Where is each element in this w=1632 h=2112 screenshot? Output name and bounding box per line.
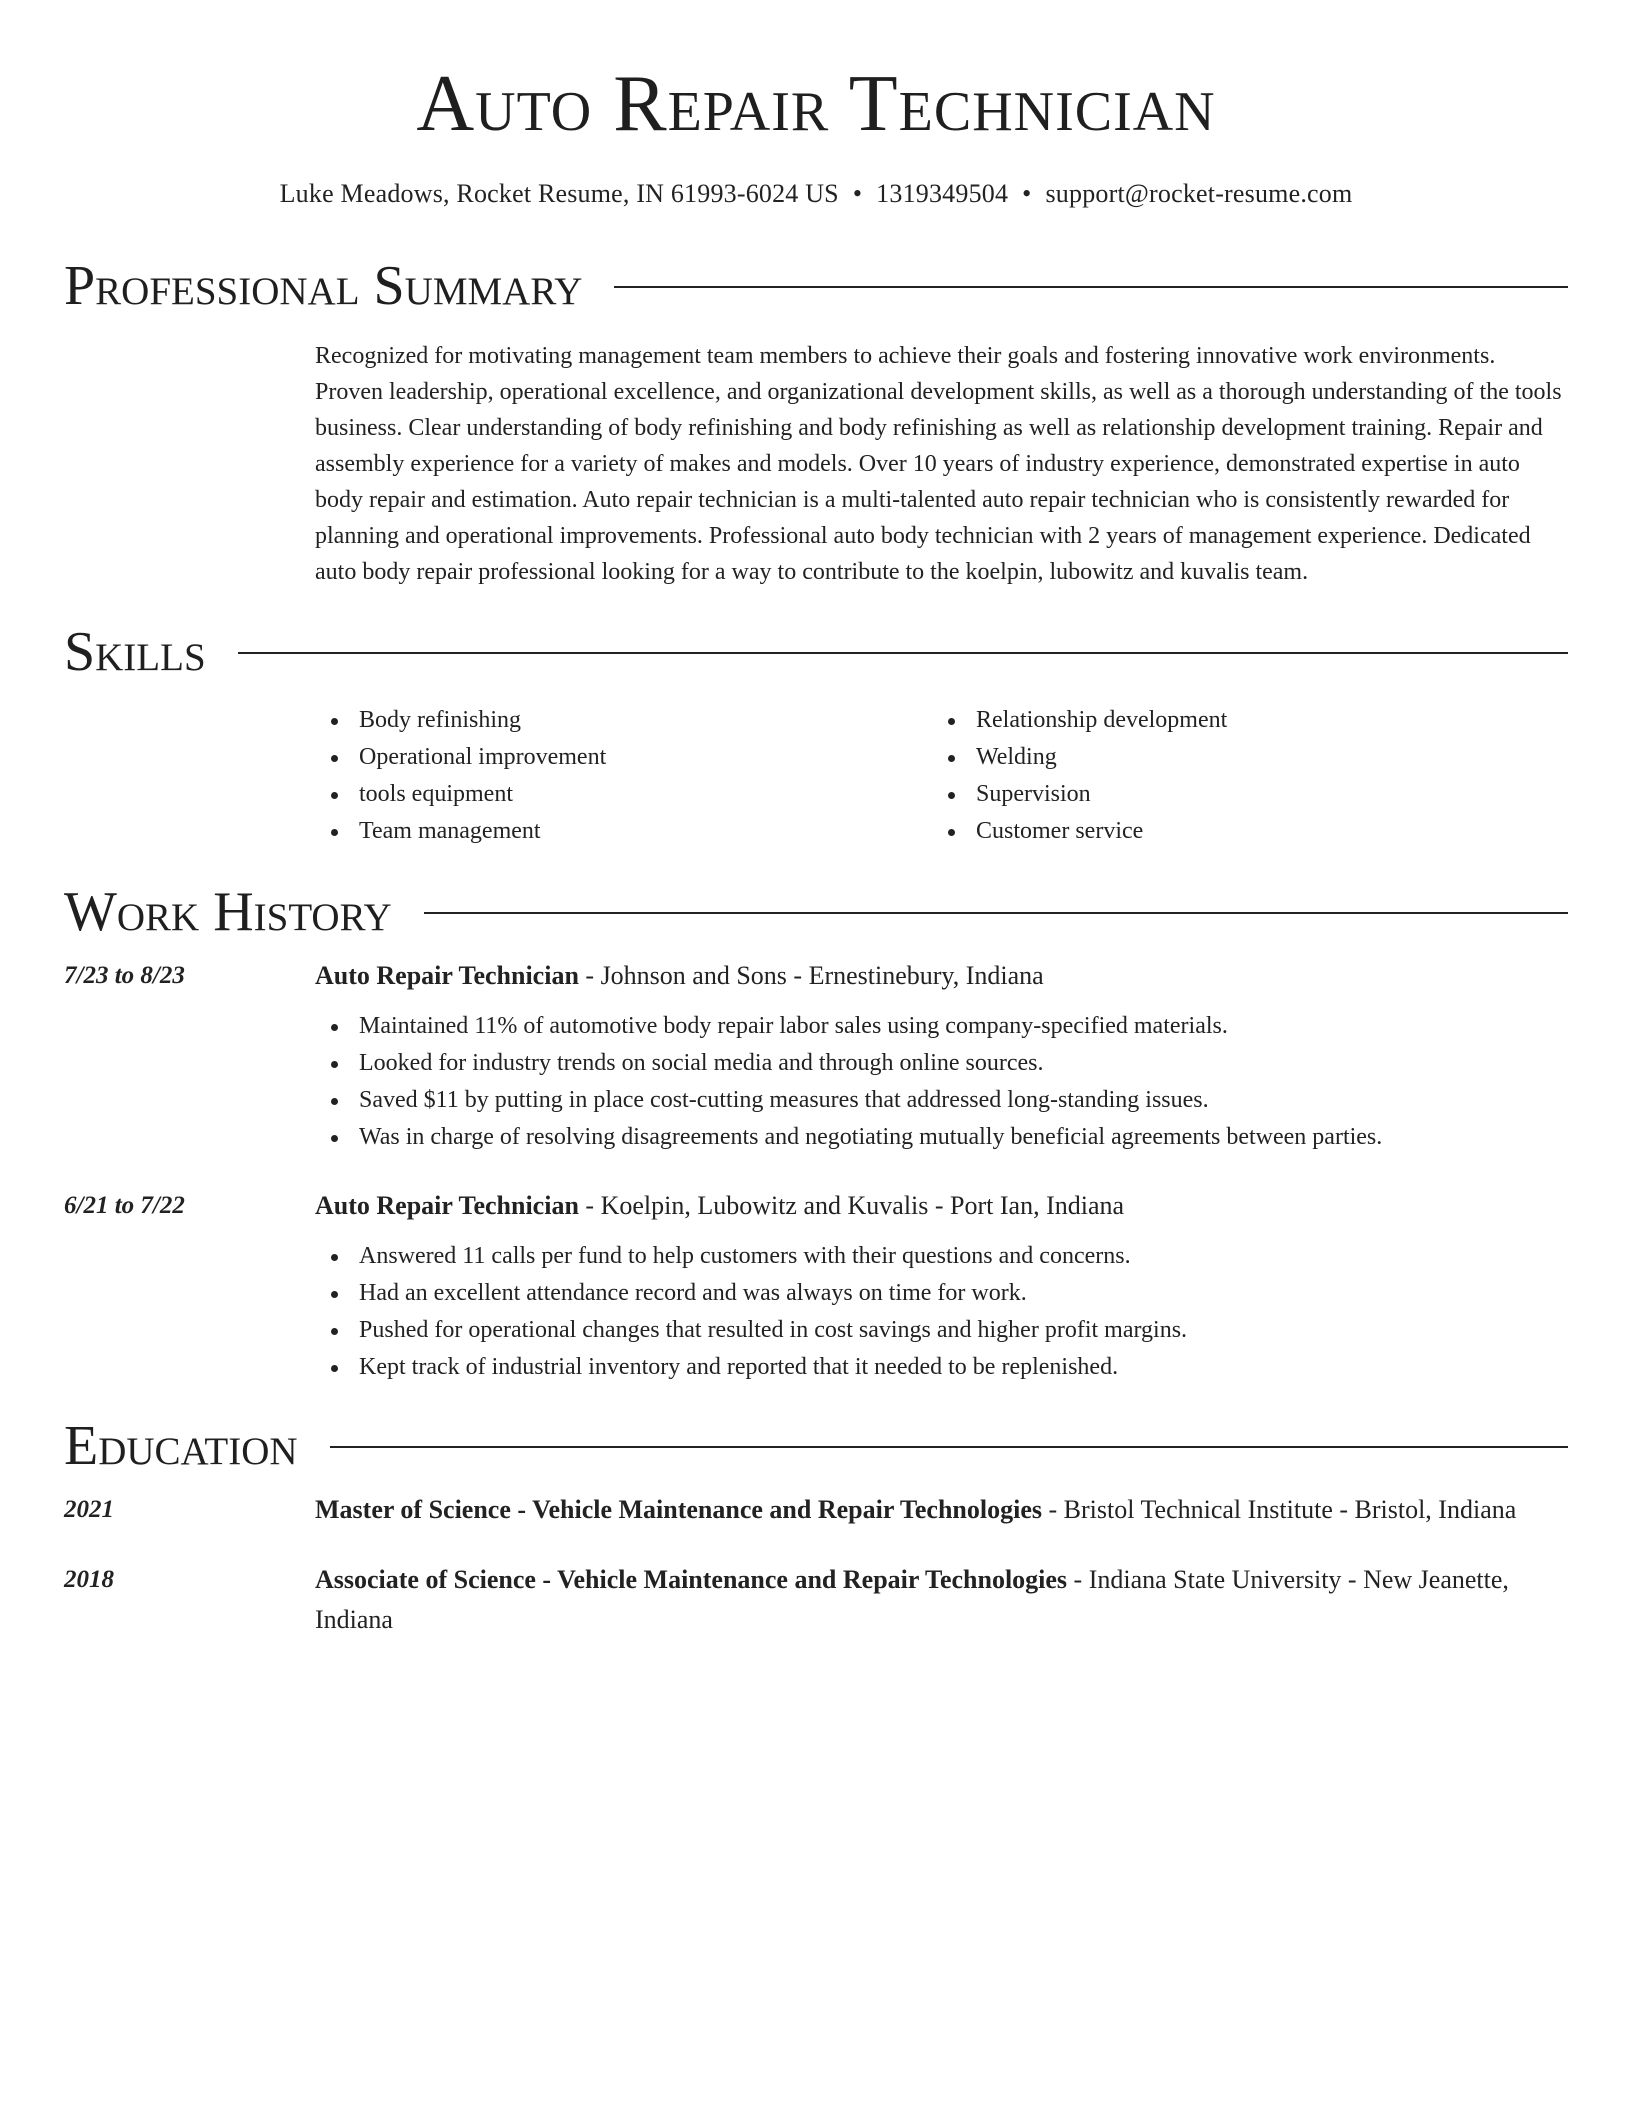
skills-section (315, 702, 1568, 850)
summary-heading: Professional Summary (64, 255, 583, 317)
resume-page (64, 0, 1568, 1640)
skills-heading: Skills (64, 621, 206, 683)
resume-title: Auto Repair Technician (416, 60, 1216, 148)
education-heading-line (315, 1560, 1568, 1640)
education-school: - Bristol Technical Institute - Bristol, Indiana (1042, 1495, 1517, 1524)
job-bullet: Saved $11 by putting in place cost-cutting measures that addressed long-standing issues. (315, 1082, 1568, 1119)
skill-item: Relationship development (932, 702, 1549, 739)
job-entry (64, 1186, 1568, 1386)
job-detail (315, 1186, 1568, 1386)
job-bullet: Kept track of industrial inventory and reported that it needed to be replenished. (315, 1349, 1568, 1386)
job-dates: 6/21 to 7/22 (64, 1192, 185, 1219)
education-degree: Master of Science - Vehicle Maintenance and Repair Technologies (315, 1495, 1042, 1524)
job-dates: 7/23 to 8/23 (64, 962, 185, 989)
job-bullet: Answered 11 calls per fund to help customers with their questions and concerns. (315, 1238, 1568, 1275)
job-bullet: Maintained 11% of automotive body repair labor sales using company-specified materials. (315, 1008, 1568, 1045)
skill-item: tools equipment (315, 776, 932, 813)
skill-item: Customer service (932, 813, 1549, 850)
section-divider (238, 652, 1568, 654)
education-degree: Associate of Science - Vehicle Maintenance and Repair Technologies (315, 1565, 1068, 1594)
job-company: - Koelpin, Lubowitz and Kuvalis - Port Ian, Indiana (578, 1191, 1125, 1220)
skills-column-right (932, 702, 1549, 850)
skill-item: Body refinishing (315, 702, 932, 739)
job-bullets (315, 1238, 1568, 1386)
education-year: 2018 (64, 1566, 114, 1593)
education-detail (315, 1490, 1568, 1530)
job-title: Auto Repair Technician (315, 1191, 579, 1220)
education-year: 2021 (64, 1496, 114, 1523)
skills-column-left (315, 702, 932, 850)
job-bullet: Looked for industry trends on social media and through online sources. (315, 1045, 1568, 1082)
summary-section-header (64, 254, 1568, 318)
skills-section-header (64, 620, 1568, 684)
education-entry (64, 1560, 1568, 1640)
skills-list (315, 702, 1568, 850)
job-bullet: Pushed for operational changes that resulted in cost savings and higher profit margins. (315, 1312, 1568, 1349)
education-heading: Education (64, 1415, 298, 1477)
job-heading (315, 956, 1568, 996)
job-company: - Johnson and Sons - Ernestinebury, Indiana (578, 961, 1044, 990)
job-bullet: Had an excellent attendance record and was always on time for work. (315, 1275, 1568, 1312)
work-section-header (64, 880, 1568, 944)
contact-email: support@rocket-resume.com (1045, 179, 1353, 208)
education-entry (64, 1490, 1568, 1530)
education-heading-line (315, 1490, 1568, 1530)
skill-item: Team management (315, 813, 932, 850)
contact-address: Luke Meadows, Rocket Resume, IN 61993-6024 US (279, 179, 839, 208)
job-bullets (315, 1008, 1568, 1156)
job-entry (64, 956, 1568, 1156)
skill-item: Operational improvement (315, 739, 932, 776)
skill-item: Welding (932, 739, 1549, 776)
contact-separator: • (1022, 179, 1032, 208)
contact-phone: 1319349504 (876, 179, 1009, 208)
job-bullet: Was in charge of resolving disagreements and negotiating mutually beneficial agreements between parties. (315, 1119, 1568, 1156)
education-section-header (64, 1414, 1568, 1478)
education-school: - Indiana State University - New Jeanette, Indiana (315, 1565, 1509, 1634)
contact-separator: • (852, 179, 863, 208)
job-title: Auto Repair Technician (315, 961, 579, 990)
contact-line (64, 178, 1568, 210)
job-detail (315, 956, 1568, 1156)
summary-text: Recognized for motivating management team members to achieve their goals and fostering innovative work environments. Proven leadership, operational excellence, and organizational development skills, as well as a thorough understanding of the tools business. Clear understanding of body refinishing and body refinishing as well as relationship development training. Repair and assembly experience for a variety of makes and models. Over 10 years of industry experience, demonstrated expertise in auto body repair and estimation. Auto repair technician is a multi-talented auto repair technician who is consistently rewarded for planning and operational improvements. Professional auto body technician with 2 years of management experience. Dedicated auto body repair professional looking for a way to contribute to the koelpin, lubowitz and kuvalis team. (315, 343, 1562, 585)
section-divider (424, 912, 1568, 914)
section-divider (614, 286, 1568, 288)
skill-item: Supervision (932, 776, 1549, 813)
section-divider (330, 1446, 1568, 1448)
summary-section (315, 338, 1568, 590)
education-detail (315, 1560, 1568, 1640)
work-heading: Work History (64, 881, 392, 943)
job-heading (315, 1186, 1568, 1226)
